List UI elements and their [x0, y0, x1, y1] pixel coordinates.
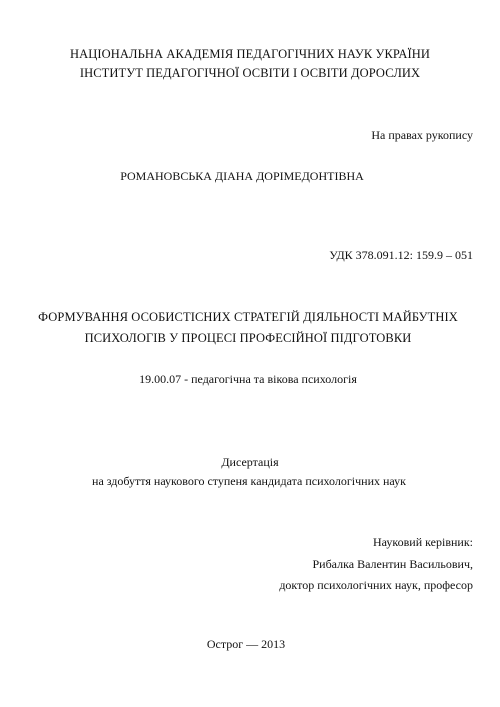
- place-and-year: Острог — 2013: [206, 637, 286, 651]
- dissertation-purpose: на здобуття наукового ступеня кандидата психологічних наук: [92, 474, 406, 488]
- supervisor-degree: доктор психологічних наук, професор: [279, 578, 473, 592]
- manuscript-note: На правах рукопису: [371, 128, 473, 142]
- dissertation-title-line-1: ФОРМУВАННЯ ОСОБИСТІСНИХ СТРАТЕГІЙ ДІЯЛЬНОСТІ МАЙБУТНІХ: [38, 310, 458, 324]
- supervisor-name: Рибалка Валентин Васильович,: [312, 557, 473, 571]
- specialty-code: 19.00.07 - педагогічна та вікова психологія: [139, 372, 357, 386]
- academy-name: НАЦІОНАЛЬНА АКАДЕМІЯ ПЕДАГОГІЧНИХ НАУК УКРАЇНИ: [70, 47, 430, 61]
- author-name: РОМАНОВСЬКА ДІАНА ДОРІМЕДОНТІВНА: [120, 169, 364, 183]
- udc-code: УДК 378.091.12: 159.9 – 051: [329, 248, 473, 262]
- dissertation-label: Дисертація: [221, 455, 279, 469]
- dissertation-title-line-2: ПСИХОЛОГІВ У ПРОЦЕСІ ПРОФЕСІЙНОЇ ПІДГОТОВКИ: [84, 331, 412, 345]
- supervisor-label: Науковий керівник:: [373, 535, 473, 549]
- institute-name: ІНСТИТУТ ПЕДАГОГІЧНОЇ ОСВІТИ І ОСВІТИ ДОРОСЛИХ: [79, 66, 421, 80]
